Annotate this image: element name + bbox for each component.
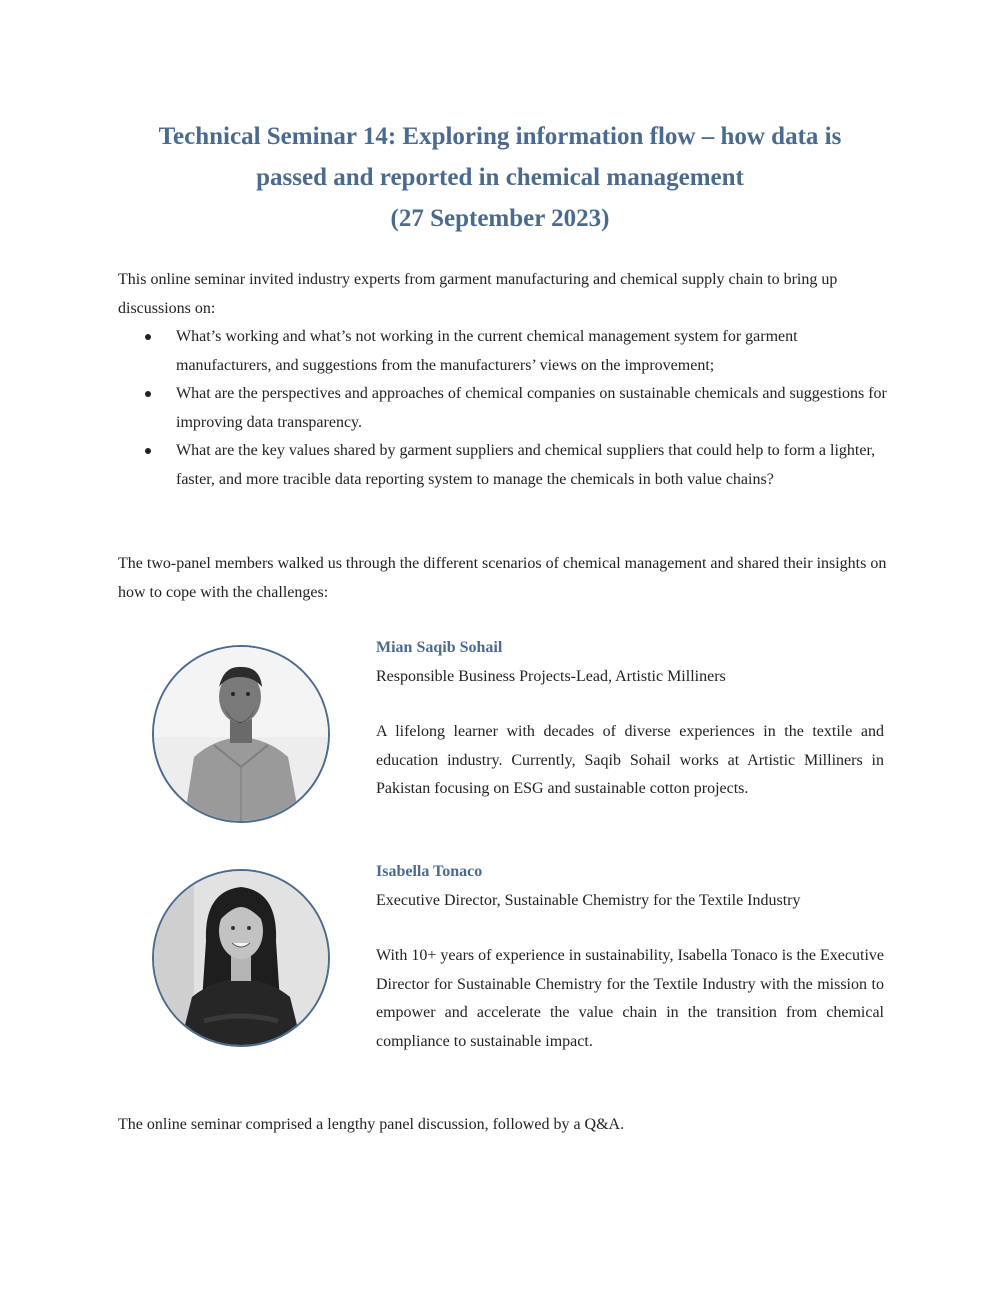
title-line-1: Technical Seminar 14: Exploring information flow – how data is <box>158 123 842 150</box>
intro-paragraph: This online seminar invited industry experts from garment manufacturing and chemical supply chain to bring up discussions on: <box>118 271 838 317</box>
list-item <box>118 437 888 494</box>
bullet-icon <box>145 334 151 340</box>
panelist-role: Responsible Business Projects-Lead, Artistic Milliners <box>376 667 726 685</box>
panel-intro-paragraph: The two-panel members walked us through the different scenarios of chemical management and shared their insights on how to cope with the challenges: <box>118 555 887 601</box>
discussion-topics-list <box>118 323 888 494</box>
panelist-role: Executive Director, Sustainable Chemistry for the Textile Industry <box>376 891 801 909</box>
title-date: (27 September 2023) <box>390 205 610 232</box>
panelist-tonaco <box>376 858 884 1056</box>
panelist-name: Mian Saqib Sohail <box>376 639 503 656</box>
panelist-photo-sohail <box>152 645 330 823</box>
title-line-2: passed and reported in chemical management <box>256 164 744 191</box>
page-title <box>100 116 900 239</box>
closing-paragraph: The online seminar comprised a lengthy panel discussion, followed by a Q&A. <box>118 1116 625 1133</box>
bullet-icon <box>145 391 151 397</box>
list-item-text: What’s working and what’s not working in the current chemical management system for garment manufacturers, and suggestions from the manufacturers’ views on the improvement; <box>176 328 798 374</box>
list-item <box>118 323 888 380</box>
panelist-photo-tonaco <box>152 869 330 1047</box>
panelist-bio: A lifelong learner with decades of diverse experiences in the textile and education industry. Currently, Saqib Sohail works at Artistic Milliners in Pakistan focusing on ESG and sustainable cotton projects. <box>376 723 884 797</box>
list-item-text: What are the perspectives and approaches of chemical companies on sustainable chemicals and suggestions for improving data transparency. <box>176 385 887 431</box>
panelist-sohail <box>376 634 884 804</box>
panelist-name: Isabella Tonaco <box>376 863 483 880</box>
list-item-text: What are the key values shared by garment suppliers and chemical suppliers that could help to form a lighter, faster, and more tracible data reporting system to manage the chemicals in both value chains? <box>176 442 876 488</box>
panelist-bio: With 10+ years of experience in sustainability, Isabella Tonaco is the Executive Director for Sustainable Chemistry for the Textile Industry with the mission to empower and accelerate the value chain in the transition from chemical compliance to sustainable impact. <box>376 947 884 1050</box>
bullet-icon <box>145 448 151 454</box>
list-item <box>118 380 888 437</box>
